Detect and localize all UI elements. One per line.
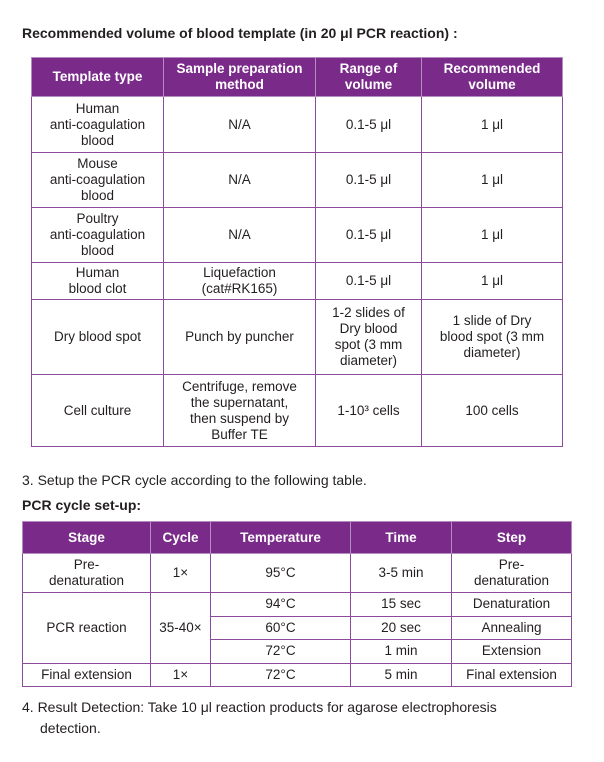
pcr-cycle-heading: PCR cycle set-up:	[22, 497, 142, 513]
table-cell: Extension	[452, 640, 572, 664]
header-time: Time	[351, 522, 452, 554]
table-cell: 94°C	[211, 593, 351, 617]
table-cell: Pre- denaturation	[23, 554, 151, 593]
table-cell: Dry blood spot	[32, 300, 164, 375]
table-cell: 35-40×	[151, 593, 211, 664]
table-cell: 1 μl	[422, 153, 563, 208]
table-cell: 0.1-5 μl	[316, 97, 422, 153]
table-header-row	[32, 58, 563, 97]
table-row	[32, 153, 563, 208]
table-row	[32, 208, 563, 263]
table-cell: Denaturation	[452, 593, 572, 617]
table-cell: 0.1-5 μl	[316, 263, 422, 300]
table-cell: 1 min	[351, 640, 452, 664]
table-cell: 72°C	[211, 663, 351, 687]
step-3-instruction: 3. Setup the PCR cycle according to the following table.	[22, 472, 367, 488]
table-cell: 72°C	[211, 640, 351, 664]
table-cell: Final extension	[23, 663, 151, 687]
step-4-instruction	[22, 697, 574, 739]
header-recommended-volume: Recommended volume	[422, 58, 563, 97]
table-cell: Poultry anti-coagulation blood	[32, 208, 164, 263]
table-cell: Final extension	[452, 663, 572, 687]
table-cell: 15 sec	[351, 593, 452, 617]
table-cell: PCR reaction	[23, 593, 151, 664]
header-cycle: Cycle	[151, 522, 211, 554]
table-cell: Human blood clot	[32, 263, 164, 300]
step-4-line-2: detection.	[40, 720, 101, 736]
table-row	[23, 554, 572, 593]
table-header-row	[23, 522, 572, 554]
table-cell: Cell culture	[32, 375, 164, 447]
table-cell: 3-5 min	[351, 554, 452, 593]
table-cell: 5 min	[351, 663, 452, 687]
table-cell: 1×	[151, 554, 211, 593]
table-cell: Pre- denaturation	[452, 554, 572, 593]
header-step: Step	[452, 522, 572, 554]
table-cell: N/A	[164, 208, 316, 263]
table-cell: Annealing	[452, 616, 572, 640]
table-cell: 0.1-5 μl	[316, 153, 422, 208]
step-4-line-1: 4. Result Detection: Take 10 μl reaction products for agarose electrophoresis	[22, 699, 497, 715]
table-row	[32, 300, 563, 375]
table-cell: Punch by puncher	[164, 300, 316, 375]
header-temperature: Temperature	[211, 522, 351, 554]
table-cell: Liquefaction (cat#RK165)	[164, 263, 316, 300]
table-cell: N/A	[164, 153, 316, 208]
table-row	[32, 375, 563, 447]
table-cell: Mouse anti-coagulation blood	[32, 153, 164, 208]
table-cell: 1-2 slides of Dry blood spot (3 mm diameter)	[316, 300, 422, 375]
blood-template-table	[31, 57, 563, 447]
table-row	[32, 263, 563, 300]
header-template-type: Template type	[32, 58, 164, 97]
table-cell: 1 μl	[422, 97, 563, 153]
table-cell: N/A	[164, 97, 316, 153]
table-cell: 1 μl	[422, 263, 563, 300]
table-cell: 1-10³ cells	[316, 375, 422, 447]
table-cell: Centrifuge, remove the supernatant, then suspend by Buffer TE	[164, 375, 316, 447]
table-cell: 20 sec	[351, 616, 452, 640]
table-cell: 1 slide of Dry blood spot (3 mm diameter)	[422, 300, 563, 375]
header-range-of-volume: Range of volume	[316, 58, 422, 97]
header-stage: Stage	[23, 522, 151, 554]
table-row	[23, 593, 572, 617]
table-row	[23, 663, 572, 687]
table-row	[32, 97, 563, 153]
header-sample-preparation: Sample preparation method	[164, 58, 316, 97]
section-heading: Recommended volume of blood template (in 20 μl PCR reaction) :	[22, 25, 458, 41]
table-cell: 100 cells	[422, 375, 563, 447]
table-cell: 0.1-5 μl	[316, 208, 422, 263]
pcr-cycle-table	[22, 521, 572, 687]
table-cell: 60°C	[211, 616, 351, 640]
table-cell: 95°C	[211, 554, 351, 593]
table-cell: 1 μl	[422, 208, 563, 263]
table-cell: Human anti-coagulation blood	[32, 97, 164, 153]
table-cell: 1×	[151, 663, 211, 687]
